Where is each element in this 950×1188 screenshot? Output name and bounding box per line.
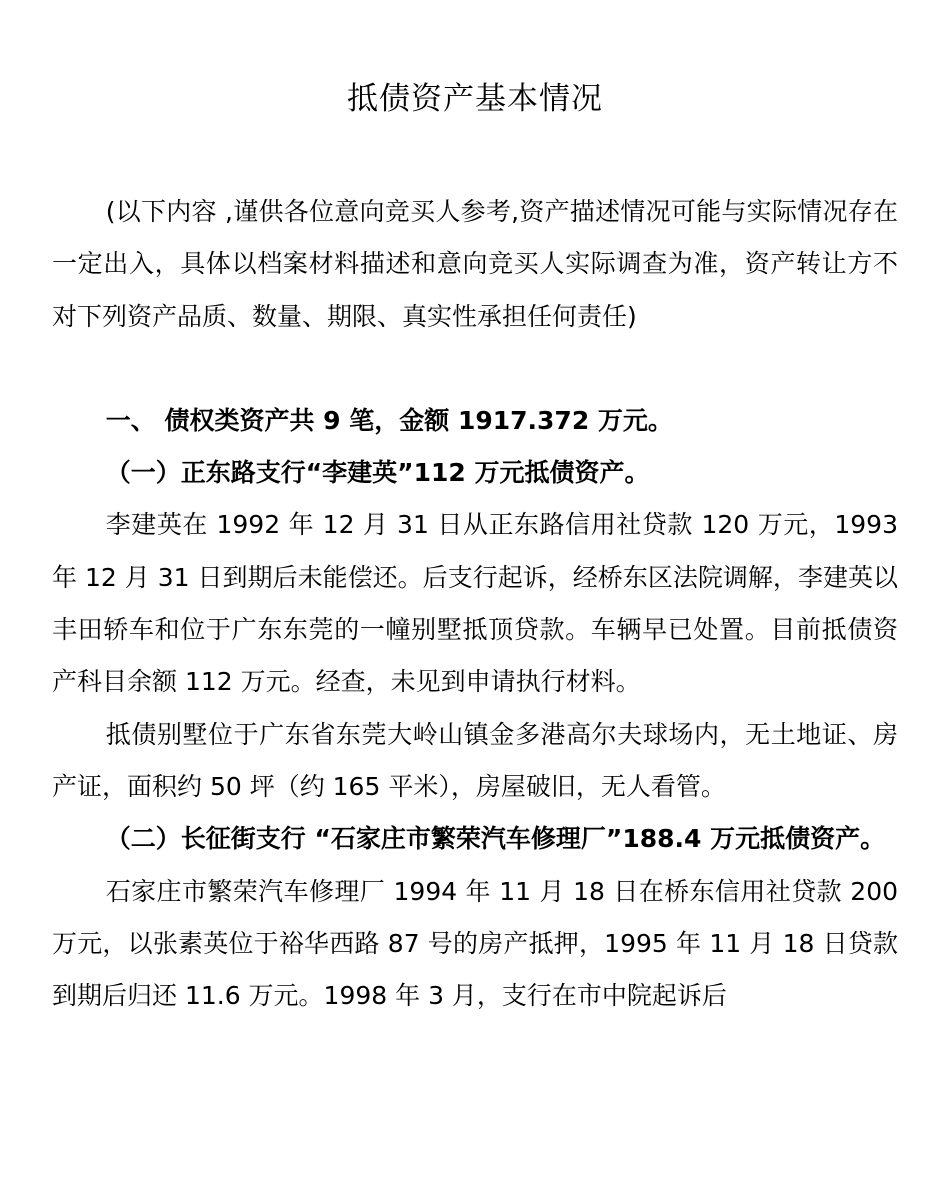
body-paragraph: 抵债别墅位于广东省东莞大岭山镇金多港高尔夫球场内，无土地证、房产证，面积约 50 坪（约 165 平米），房屋破旧，无人看管。 bbox=[52, 719, 898, 801]
document-title: 抵债资产基本情况 bbox=[347, 81, 603, 117]
item-heading-fanrong-auto-repair: （二）长征街支行 “石家庄市繁荣汽车修理厂”188.4 万元抵债资产。 bbox=[105, 824, 886, 854]
item-heading-li-jianying: （一）正东路支行“李建英”112 万元抵债资产。 bbox=[105, 458, 650, 488]
body-paragraph: 李建英在 1992 年 12 月 31 日从正东路信用社贷款 120 万元，1993 年 12 月 31 日到期后未能偿还。后支行起诉，经桥东区法院调解，李建英以丰田轿车和位于广东东莞的一幢别墅抵顶贷款。车辆早已处置。目前抵债资产科目余额 112 万元。经查，未见到申请执行材料。 bbox=[52, 510, 898, 697]
body-paragraph: 石家庄市繁荣汽车修理厂 1994 年 11 月 18 日在桥东信用社贷款 200 万元，以张素英位于裕华西路 87 号的房产抵押，1995 年 11 月 18 日贷款到期后归还 11.6 万元。1998 年 3 月，支行在市中院起诉后 bbox=[52, 876, 898, 1011]
disclaimer-paragraph: (以下内容 ,谨供各位意向竞买人参考,资产描述情况可能与实际情况存在一定出入，具体以档案材料描述和意向竞买人实际调查为准，资产转让方不对下列资产品质、数量、期限、真实性承担任何责任) bbox=[52, 197, 898, 331]
section-heading-debt-assets: 一、 债权类资产共 9 笔，金额 1917.372 万元。 bbox=[105, 405, 673, 435]
